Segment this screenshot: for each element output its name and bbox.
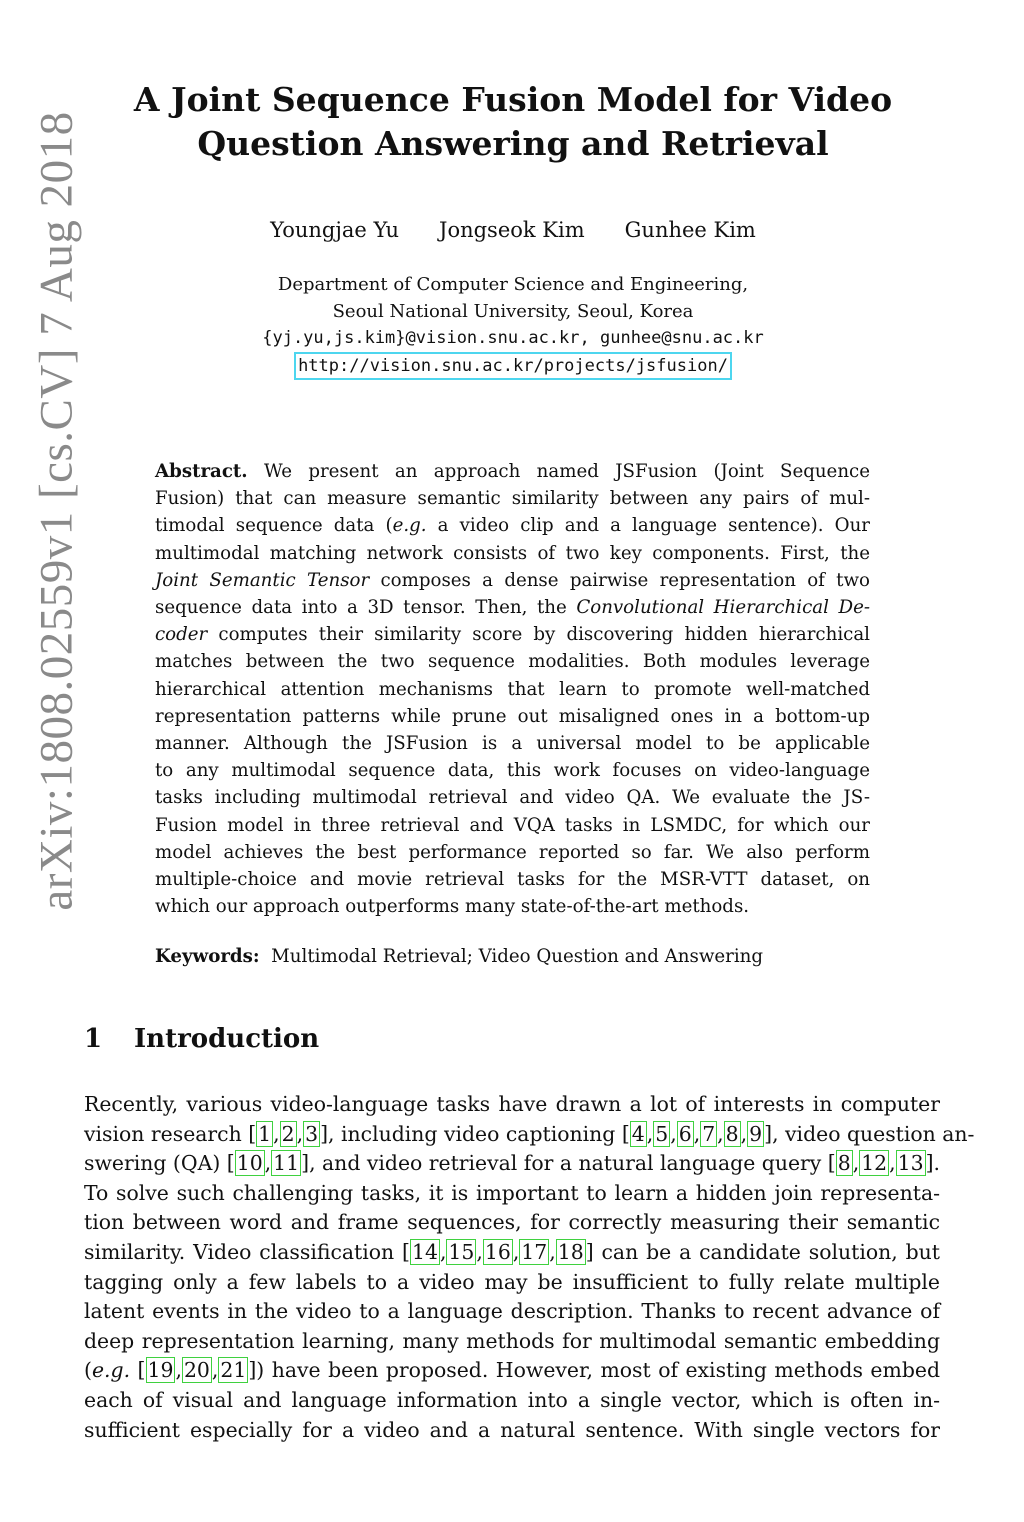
citation-link[interactable]: 6 (678, 1121, 692, 1146)
abstract-text: which our approach outperforms many state-of-the-art methods. (155, 896, 750, 918)
abstract-text: Fusion) that can measure semantic similarity between any pairs of mul- (155, 488, 870, 510)
citation-link[interactable]: 8 (837, 1151, 851, 1176)
author-3: Gunhee Kim (624, 218, 756, 242)
body-text: sufficient especially for a video and a natural sentence. With single vectors for (84, 1417, 940, 1442)
body-text: To solve such challenging tasks, it is important to learn a hidden join representa- (84, 1180, 940, 1205)
body-text: each of visual and language information into a single vector, which is often in- (84, 1387, 940, 1412)
abstract-text: multiple-choice and movie retrieval tasks for the MSR-VTT dataset, on (155, 869, 870, 891)
arxiv-stamp-wrapper (22, 86, 92, 936)
citation-link[interactable]: 12 (861, 1151, 888, 1176)
body-text: ], video question an- (764, 1121, 975, 1146)
citation-link[interactable]: 5 (655, 1121, 669, 1146)
citation-link[interactable]: 7 (702, 1121, 716, 1146)
body-text: vision research [ (84, 1121, 257, 1146)
citation-link[interactable]: 9 (749, 1121, 763, 1146)
body-text: ], and video retrieval for a natural language query [ (301, 1151, 836, 1176)
citation-link[interactable]: 11 (273, 1151, 300, 1176)
author-2: Jongseok Kim (439, 218, 585, 242)
body-text: tagging only a few labels to a video may be insufficient to fully relate multiple (84, 1269, 940, 1294)
paper-title (100, 78, 926, 166)
citation-link[interactable]: 19 (147, 1358, 174, 1383)
abstract-text: to any multimodal sequence data, this work focuses on video-language (155, 760, 870, 782)
body-text: tion between word and frame sequences, for correctly measuring their semantic (84, 1210, 940, 1235)
abstract-text: hierarchical attention mechanisms that learn to promote well-matched (155, 678, 870, 700)
introduction-body: Recently, various video-language tasks have drawn a lot of interests in computer vision research [1,2,3], including video captioning [4,5,6,7,8,9], video question an- swering (QA) [10,11], and video retrieval for a natural language query [8,12,13]. To solve such challenging tasks, it is important to learn a hidden join representa- tion between word and frame sequences, for correctly measuring their semantic similarity. Video classification [14,15,16,17,18] can be a candidate solution, but tagging only a few labels to a video may be insufficient to fully relate multiple latent events in the video to a language description. Thanks to recent advance of deep representation learning, many methods for multimodal semantic embedding (e.g. [19,20,21]) have been proposed. However, most of existing methods embed each of visual and language information into a single vector, which is often in- sufficient especially for a video and a natural sentence. With single vectors for (84, 1090, 940, 1445)
body-emphasis: e.g. (91, 1358, 131, 1383)
title-line-1: A Joint Sequence Fusion Model for Video (133, 80, 893, 119)
abstract-text: manner. Although the JSFusion is a universal model to be applicable (155, 733, 870, 755)
abstract-text: composes a dense pairwise representation of two (369, 569, 870, 591)
citation-link[interactable]: 13 (897, 1151, 924, 1176)
body-text: latent events in the video to a language description. Thanks to recent advance of (84, 1299, 940, 1324)
abstract-text: a video clip and a language sentence). Our (426, 515, 870, 537)
abstract (155, 458, 870, 920)
project-url-link[interactable]: http://vision.snu.ac.kr/projects/jsfusion/ (294, 352, 732, 380)
citation-link[interactable]: 16 (484, 1239, 511, 1264)
citation-link[interactable]: 8 (725, 1121, 739, 1146)
affiliation-univ: Seoul National University, Seoul, Korea (332, 301, 694, 322)
body-text: similarity. Video classification [ (84, 1239, 410, 1264)
keywords-text: Multimodal Retrieval; Video Question and Answering (271, 946, 764, 967)
body-text: ], including video captioning [ (320, 1121, 630, 1146)
citation-link[interactable]: 17 (521, 1239, 548, 1264)
body-text: ]. (925, 1151, 941, 1176)
abstract-text: multimodal matching network consists of two key components. First, the (155, 542, 870, 564)
arxiv-stamp: arXiv:1808.02559v1 [cs.CV] 7 Aug 2018 (31, 111, 84, 911)
abstract-text: computes their similarity score by discovering hidden hierarchical (207, 624, 870, 646)
body-text: swering (QA) [ (84, 1151, 235, 1176)
abstract-text: Fusion model in three retrieval and VQA tasks in LSMDC, for which our (155, 814, 870, 836)
citation-link[interactable]: 2 (281, 1121, 295, 1146)
citation-link[interactable]: 1 (258, 1121, 272, 1146)
body-text: deep representation learning, many methods for multimodal semantic embedding (84, 1328, 940, 1353)
keywords (155, 946, 870, 967)
affiliation-emails: {yj.yu,js.kim}@vision.snu.ac.kr, gunhee@snu.ac.kr (262, 328, 764, 348)
body-text: [ (130, 1358, 146, 1383)
body-text: ]) have been proposed. However, most of existing methods embed (248, 1358, 940, 1383)
affiliation-dept: Department of Computer Science and Engineering, (277, 274, 749, 295)
citation-link[interactable]: 18 (557, 1239, 584, 1264)
citation-link[interactable]: 4 (631, 1121, 645, 1146)
abstract-emphasis: Joint Semantic Tensor (155, 569, 370, 591)
abstract-emphasis: e.g. (392, 515, 427, 537)
section-number: 1 (84, 1024, 103, 1054)
abstract-label: Abstract. (155, 461, 248, 482)
citation-link[interactable]: 15 (448, 1239, 475, 1264)
affiliation (100, 271, 926, 380)
section-title: Introduction (134, 1024, 320, 1054)
body-text: ] can be a candidate solution, but (585, 1239, 940, 1264)
citation-link[interactable]: 10 (236, 1151, 263, 1176)
citation-link[interactable]: 3 (305, 1121, 319, 1146)
section-heading (84, 1024, 319, 1054)
keywords-label: Keywords: (155, 946, 260, 967)
author-list (100, 218, 926, 242)
body-text: Recently, various video-language tasks have drawn a lot of interests in computer (84, 1092, 940, 1116)
abstract-text: model achieves the best performance reported so far. We also perform (155, 841, 870, 863)
abstract-text: matches between the two sequence modalities. Both modules leverage (155, 651, 870, 673)
abstract-emphasis: coder (155, 624, 208, 646)
citation-link[interactable]: 20 (183, 1358, 210, 1383)
abstract-text: timodal sequence data ( (155, 515, 393, 537)
title-line-2: Question Answering and Retrieval (197, 124, 829, 163)
citation-link[interactable]: 21 (220, 1358, 247, 1383)
author-1: Youngjae Yu (270, 218, 400, 242)
abstract-text: representation patterns while prune out misaligned ones in a bottom-up (155, 705, 870, 727)
abstract-emphasis: Convolutional Hierarchical De- (576, 597, 870, 619)
abstract-text: We present an approach named JSFusion (Joint Sequence (264, 461, 870, 482)
body-text: ( (84, 1358, 92, 1383)
citation-link[interactable]: 14 (411, 1239, 438, 1264)
abstract-text: sequence data into a 3D tensor. Then, the (155, 597, 577, 619)
abstract-text: tasks including multimodal retrieval and video QA. We evaluate the JS- (155, 787, 870, 809)
